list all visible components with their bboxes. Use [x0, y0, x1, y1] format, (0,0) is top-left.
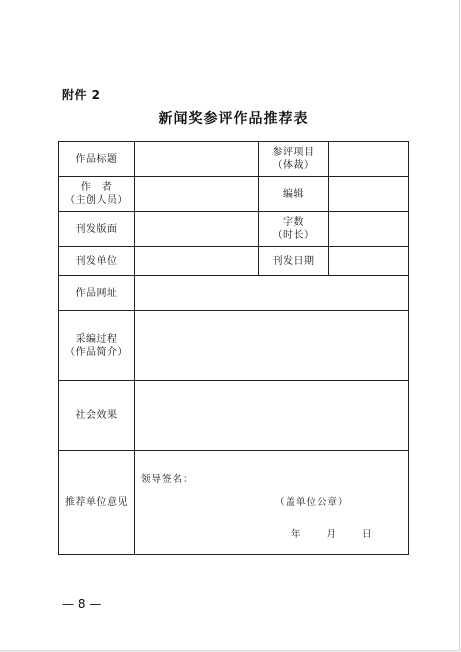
- label-process-line1: 采编过程: [75, 333, 118, 345]
- value-pub-page[interactable]: [135, 212, 259, 247]
- label-words: [259, 212, 329, 247]
- table-row: [59, 177, 409, 212]
- page-number: — 8 —: [62, 597, 102, 611]
- label-recommend: 推荐单位意见: [59, 451, 135, 555]
- label-effect: 社会效果: [59, 381, 135, 451]
- label-editor: 编辑: [259, 177, 329, 212]
- table-row: [59, 451, 409, 555]
- label-words-line1: 字数: [283, 217, 304, 228]
- table-row: [59, 247, 409, 276]
- attachment-label: 附件 2: [62, 88, 101, 102]
- value-author[interactable]: [135, 177, 259, 212]
- recommendation-form-table: [58, 141, 409, 555]
- label-pub-unit: 刊发单位: [59, 247, 135, 276]
- label-pub-page: 刊发版面: [59, 212, 135, 247]
- document-title: 新闻奖参评作品推荐表: [158, 111, 309, 127]
- value-pub-date[interactable]: [329, 247, 409, 276]
- value-editor[interactable]: [329, 177, 409, 212]
- label-author-line1: 作 者: [80, 182, 113, 193]
- label-category-line1: 参评项目: [272, 147, 315, 158]
- value-process[interactable]: [135, 311, 409, 381]
- value-recommend[interactable]: [135, 451, 409, 555]
- label-category: [259, 142, 329, 177]
- label-work-title: 作品标题: [59, 142, 135, 177]
- value-category[interactable]: [329, 142, 409, 177]
- label-url: 作品网址: [59, 276, 135, 311]
- value-words[interactable]: [329, 212, 409, 247]
- label-category-line2: （体裁）: [272, 160, 315, 171]
- label-process: [59, 311, 135, 381]
- label-author: [59, 177, 135, 212]
- table-row: [59, 311, 409, 381]
- table-row: [59, 276, 409, 311]
- table-row: [59, 142, 409, 177]
- label-author-line2: （主创人员）: [65, 195, 128, 206]
- value-pub-unit[interactable]: [135, 247, 259, 276]
- date-label: 年 月 日: [291, 529, 373, 540]
- label-process-line2: （作品简介）: [65, 346, 128, 358]
- label-words-line2: （时长）: [272, 230, 315, 241]
- value-effect[interactable]: [135, 381, 409, 451]
- table-row: [59, 381, 409, 451]
- leader-signature-label: 领导签名：: [141, 474, 194, 485]
- seal-label: （盖单位公章）: [275, 497, 349, 508]
- label-pub-date: 刊发日期: [259, 247, 329, 276]
- table-row: [59, 212, 409, 247]
- value-url[interactable]: [135, 276, 409, 311]
- value-work-title[interactable]: [135, 142, 259, 177]
